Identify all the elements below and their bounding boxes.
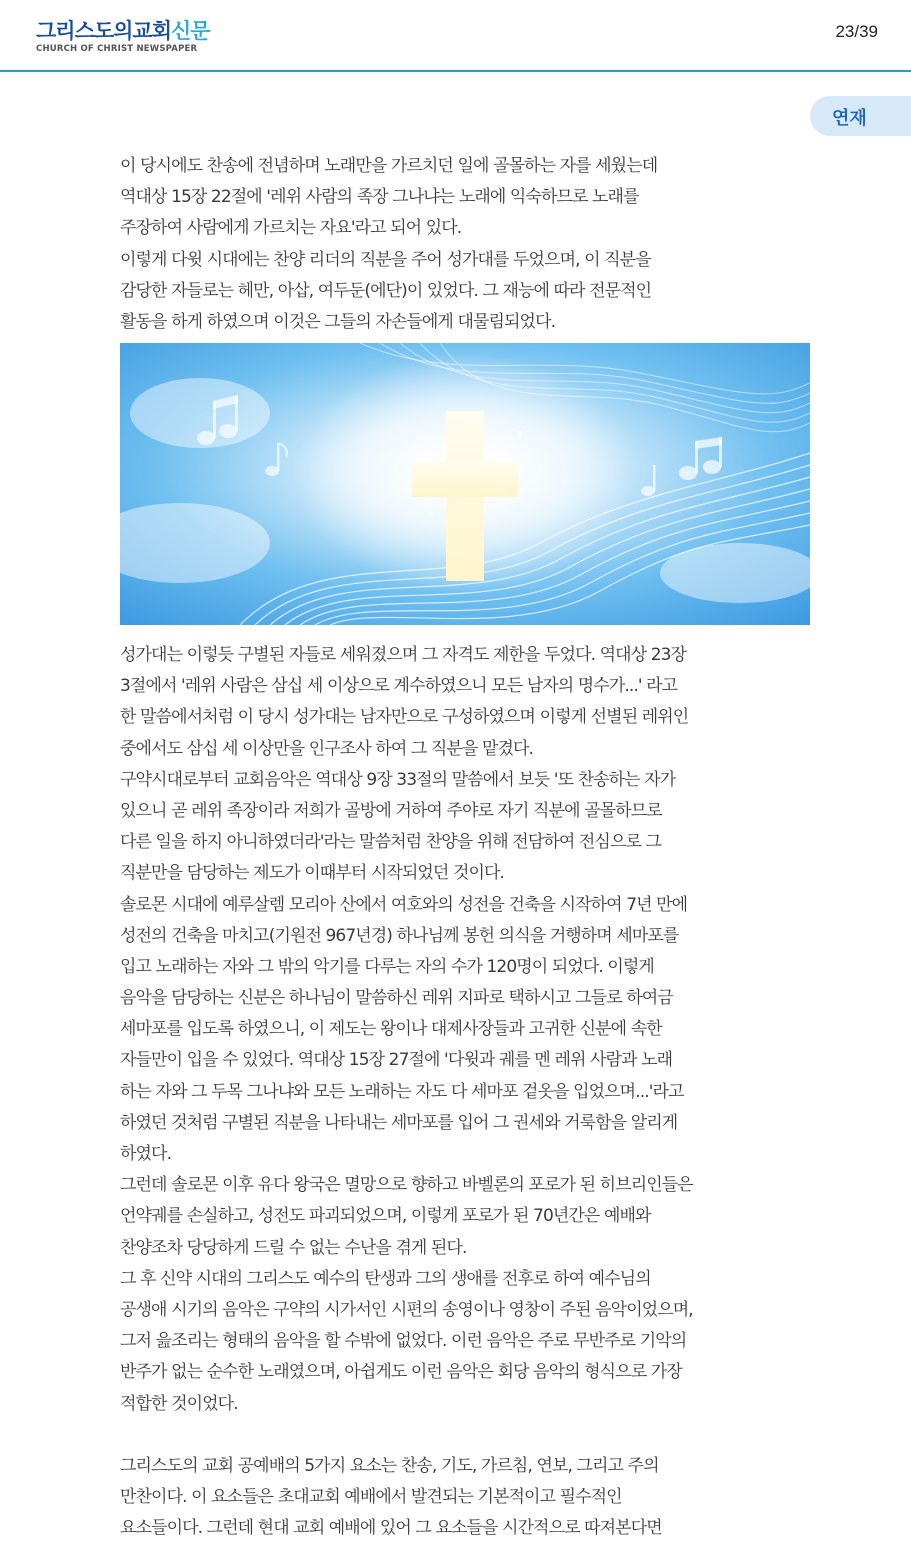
text-line: 요소들이다. 그런데 현대 교회 예배에 있어 그 요소들을 시간적으로 따져본다면 xyxy=(120,1518,662,1539)
text-line: 한 말씀에서처럼 이 당시 성가대는 남자만으로 구성하였으며 이렇게 선별된 레위인 xyxy=(120,707,689,728)
text-line: 활동을 하게 하였으며 이것은 그들의 자손들에게 대물림되었다. xyxy=(120,311,556,332)
logo-subtitle: CHURCH OF CHRIST NEWSPAPER xyxy=(36,44,198,54)
text-line: 하는 자와 그 두목 그나냐와 모든 노래하는 자도 다 세마포 겉옷을 입었으며...'라고 xyxy=(120,1081,684,1102)
text-line: 주장하여 사람에게 가르치는 자요'라고 되어 있다. xyxy=(120,218,462,239)
text-line: 역대상 15장 22절에 '레위 사람의 족장 그나냐는 노래에 익숙하므로 노래를 xyxy=(120,187,639,208)
text-line: 직분만을 담당하는 제도가 이때부터 시작되었던 것이다. xyxy=(120,863,505,884)
text-line: 구약시대로부터 교회음악은 역대상 9장 33절의 말씀에서 보듯 '또 찬송하는 자가 xyxy=(120,769,676,790)
text-line: 하였다. xyxy=(120,1144,172,1164)
text-line: 그리스도의 교회 공예배의 5가지 요소는 찬송, 기도, 가르침, 연보, 그리고 주의 xyxy=(120,1455,659,1476)
text-line: 있으니 곧 레위 족장이라 저희가 골방에 거하여 주야로 자기 직분에 골몰하므로 xyxy=(120,800,662,821)
text-line xyxy=(120,1420,820,1451)
cross-illustration xyxy=(120,343,810,625)
text-line: 그저 읊조리는 형태의 음악을 할 수밖에 없었다. 이런 음악은 주로 무반주로 기악의 xyxy=(120,1331,687,1352)
text-line: 성전의 건축을 마치고(기원전 967년경) 하나님께 봉헌 의식을 거행하며 세마포를 xyxy=(120,925,679,946)
cross-image xyxy=(120,343,810,625)
text-line: 성가대는 이렇듯 구별된 자들로 세워졌으며 그 자격도 제한을 두었다. 역대상 23장 xyxy=(120,645,687,665)
page-header xyxy=(0,0,911,72)
text-line: 음악을 담당하는 신분은 하나님이 말씀하신 레위 지파로 택하시고 그들로 하여금 xyxy=(120,988,673,1009)
article-body xyxy=(120,640,820,1544)
text-line: 솔로몬 시대에 예루살렘 모리아 산에서 여호와의 성전을 건축을 시작하여 7년 만에 xyxy=(120,894,688,915)
section-tab xyxy=(810,96,911,136)
text-line: 만찬이다. 이 요소들은 초대교회 예배에서 발견되는 기본적이고 필수적인 xyxy=(120,1487,622,1508)
text-line: 다른 일을 하지 아니하였더라'라는 말씀처럼 찬양을 위해 전담하여 전심으로 그 xyxy=(120,832,662,853)
article-intro xyxy=(120,151,820,338)
logo-title-accent: 신문 xyxy=(171,19,210,43)
text-line: 반주가 없는 순수한 노래였으며, 아쉽게도 이런 음악은 회당 음악의 형식으로 가장 xyxy=(120,1362,682,1383)
text-line: 이 당시에도 찬송에 전념하며 노래만을 가르치던 일에 골몰하는 자를 세웠는데 xyxy=(120,156,658,176)
text-line: 그 후 신약 시대의 그리스도 예수의 탄생과 그의 생애를 전후로 하여 예수님의 xyxy=(120,1268,651,1289)
text-line: 그런데 솔로몬 이후 유다 왕국은 멸망으로 향하고 바벨론의 포로가 된 히브리인들은 xyxy=(120,1175,693,1196)
logo-title-main: 그리스도의교회 xyxy=(36,19,172,43)
text-line: 세마포를 입도록 하였으니, 이 제도는 왕이나 대제사장들과 고귀한 신분에 속한 xyxy=(120,1019,662,1040)
section-tab-label: 연재 xyxy=(832,108,867,129)
text-line: 찬양조차 당당하게 드릴 수 없는 수난을 겪게 된다. xyxy=(120,1237,467,1258)
text-line: 감당한 자들로는 헤만, 아삽, 여두둔(에단)이 있었다. 그 재능에 따라 전문적인 xyxy=(120,280,652,301)
logo-title xyxy=(36,20,210,42)
text-line: 자들만이 입을 수 있었다. 역대상 15장 27절에 '다윗과 궤를 멘 레위 사람과 노래 xyxy=(120,1050,673,1071)
text-line: 입고 노래하는 자와 그 밖의 악기를 다루는 자의 수가 120명이 되었다. 이렇게 xyxy=(120,956,654,977)
page-number: 23/39 xyxy=(835,22,878,41)
text-line: 이렇게 다윗 시대에는 찬양 리더의 직분을 주어 성가대를 두었으며, 이 직분을 xyxy=(120,249,651,270)
text-line: 하였던 것처럼 구별된 직분을 나타내는 세마포를 입어 그 권세와 거룩함을 알리게 xyxy=(120,1112,678,1133)
text-line: 언약궤를 손실하고, 성전도 파괴되었으며, 이렇게 포로가 된 70년간은 예배와 xyxy=(120,1206,651,1227)
text-line: 3절에서 '레위 사람은 삼십 세 이상으로 계수하였으니 모든 남자의 명수가...' 라고 xyxy=(120,676,678,697)
text-line: 적합한 것이었다. xyxy=(120,1393,238,1414)
text-line: 공생애 시기의 음악은 구약의 시가서인 시편의 송영이나 영창이 주된 음악이었으며, xyxy=(120,1299,693,1320)
newspaper-logo[interactable] xyxy=(36,20,210,54)
text-line: 중에서도 삼십 세 이상만을 인구조사 하여 그 직분을 맡겼다. xyxy=(120,738,534,759)
